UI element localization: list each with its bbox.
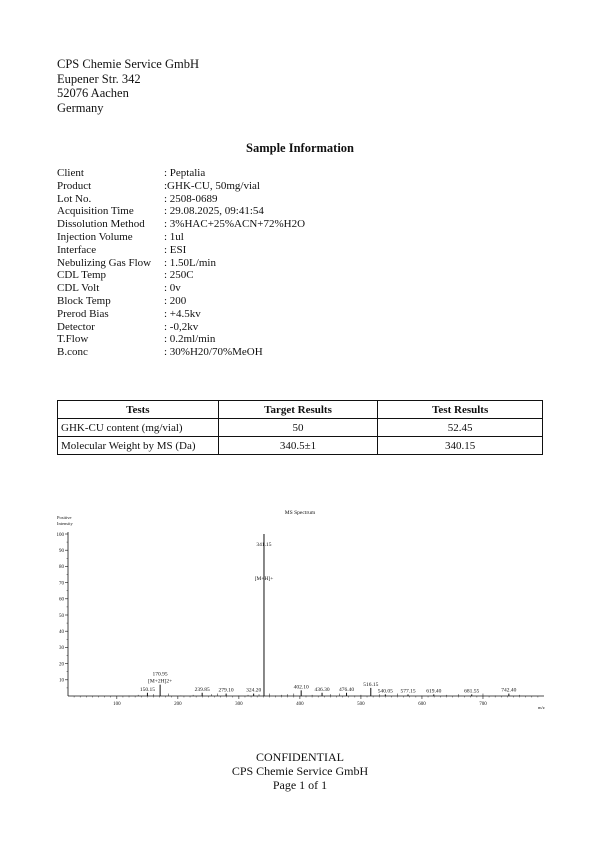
info-value: : 29.08.2025, 09:41:54 [164, 205, 264, 218]
peak-label: 341.15 [256, 542, 272, 548]
peak-label: 540.05 [377, 688, 393, 695]
peak-label: 742.40 [501, 687, 517, 694]
info-label: Detector [57, 320, 95, 333]
y-tick-label: 80 [59, 565, 64, 571]
y-tick-label: 20 [59, 662, 64, 668]
info-value: : 30%H20/70%MeOH [164, 346, 263, 359]
table-cell: 50 [218, 419, 378, 437]
footer-page-number: Page 1 of 1 [272, 778, 328, 792]
peak-label: 516.15 [363, 681, 379, 688]
y-axis-label-part: Intensity [57, 521, 73, 526]
table-cell: 340.15 [378, 437, 543, 455]
info-label: T.Flow [57, 333, 89, 346]
info-label: Injection Volume [57, 230, 133, 243]
column-header-tests: Tests [58, 401, 219, 419]
y-tick-label: 40 [59, 630, 64, 635]
info-label: Interface [57, 243, 97, 256]
table-cell: GHK-CU content (mg/vial) [58, 419, 219, 437]
chart-axes [68, 532, 544, 696]
y-tick-label: 90 [59, 549, 64, 554]
company-name: CPS Chemie Service GmbH [57, 57, 200, 71]
table-row [58, 419, 543, 437]
x-tick-label: 300 [235, 702, 243, 707]
peak-label: 239.85 [194, 686, 210, 693]
peak-label: 476.40 [338, 686, 355, 693]
table-row [58, 437, 543, 455]
x-tick-label: 200 [174, 702, 182, 707]
results-table [57, 400, 543, 455]
table-cell: 52.45 [378, 419, 543, 437]
info-value: : 1ul [164, 230, 184, 243]
peak-label: 279.10 [218, 687, 234, 694]
info-label: B.conc [57, 346, 88, 359]
peak-label: [M+2H]2+ [148, 678, 173, 685]
info-label: Client [57, 167, 84, 179]
column-header-test-results: Test Results [378, 401, 543, 419]
info-label: CDL Temp [57, 269, 107, 282]
info-label: Product [57, 179, 92, 192]
info-value: : Peptalia [164, 167, 206, 179]
info-value: : 0v [164, 282, 181, 295]
info-value: : 2508-0689 [164, 192, 218, 205]
info-value: : 3%HAC+25%ACN+72%H2O [164, 218, 306, 231]
x-tick-label: 500 [357, 702, 365, 707]
y-tick-label: 60 [59, 597, 64, 603]
peak-label: [M+H]+ [254, 575, 274, 582]
y-tick-label: 70 [59, 581, 64, 587]
info-label: Dissolution Method [57, 218, 145, 231]
company-address [57, 57, 199, 115]
info-value: :GHK-CU, 50mg/vial [164, 179, 260, 192]
chart-title: MS Spectrum [284, 510, 316, 516]
table-cell: 340.5±1 [218, 437, 378, 455]
peak-label: 324.20 [246, 687, 262, 694]
x-tick-label: 400 [296, 702, 304, 707]
info-value: : 0.2ml/min [164, 333, 216, 346]
y-tick-label: 50 [59, 613, 64, 619]
peak-label: 681.55 [464, 688, 480, 695]
footer-company: CPS Chemie Service GmbH [231, 764, 369, 778]
chart-peaks [129, 534, 520, 696]
company-street: Eupener Str. 342 [57, 71, 141, 86]
info-value: : 200 [164, 294, 187, 307]
y-tick-label: 10 [59, 678, 64, 684]
peak-label: 619.40 [426, 688, 442, 695]
company-city: 52076 Aachen [57, 86, 129, 100]
chart-ticks [57, 533, 538, 707]
y-axis-label [57, 515, 73, 526]
info-label: Block Temp [57, 294, 111, 307]
peak-label: 150.15 [139, 686, 155, 693]
footer-confidential: CONFIDENTIAL [256, 750, 344, 764]
ms-spectrum-chart [54, 505, 550, 720]
y-axis-label-part: Positive [57, 515, 72, 520]
section-title: Sample Information [246, 141, 354, 155]
company-country: Germany [57, 100, 104, 115]
info-value: : ESI [164, 243, 187, 256]
info-label: Nebulizing Gas Flow [57, 256, 152, 269]
info-label: Acquisition Time [57, 205, 134, 218]
info-value: : +4.5kv [164, 307, 201, 320]
info-label: CDL Volt [57, 282, 100, 295]
y-tick-label: 30 [59, 646, 64, 652]
peak-label: 577.15 [400, 688, 416, 695]
peak-label: 402.10 [293, 684, 309, 691]
info-value: : -0,2kv [164, 320, 199, 333]
info-value: : 1.50L/min [164, 256, 216, 269]
x-tick-label: 700 [479, 702, 487, 707]
y-tick-label: 100 [56, 532, 64, 538]
chart-peak-labels [140, 542, 517, 694]
peak-label: 436.30 [314, 686, 330, 693]
column-header-target: Target Results [218, 401, 378, 419]
table-cell: Molecular Weight by MS (Da) [58, 437, 219, 455]
peak-label: 170.95 [152, 671, 168, 678]
ms-spectrum-svg [54, 505, 550, 715]
table-header-row [58, 401, 543, 419]
x-axis-label: m/z [538, 705, 545, 710]
info-label: Lot No. [57, 192, 92, 205]
page-footer [0, 750, 600, 792]
info-value: : 250C [164, 269, 194, 282]
info-label: Prerod Bias [57, 307, 109, 320]
x-tick-label: 600 [418, 702, 426, 707]
x-tick-label: 100 [113, 702, 121, 707]
